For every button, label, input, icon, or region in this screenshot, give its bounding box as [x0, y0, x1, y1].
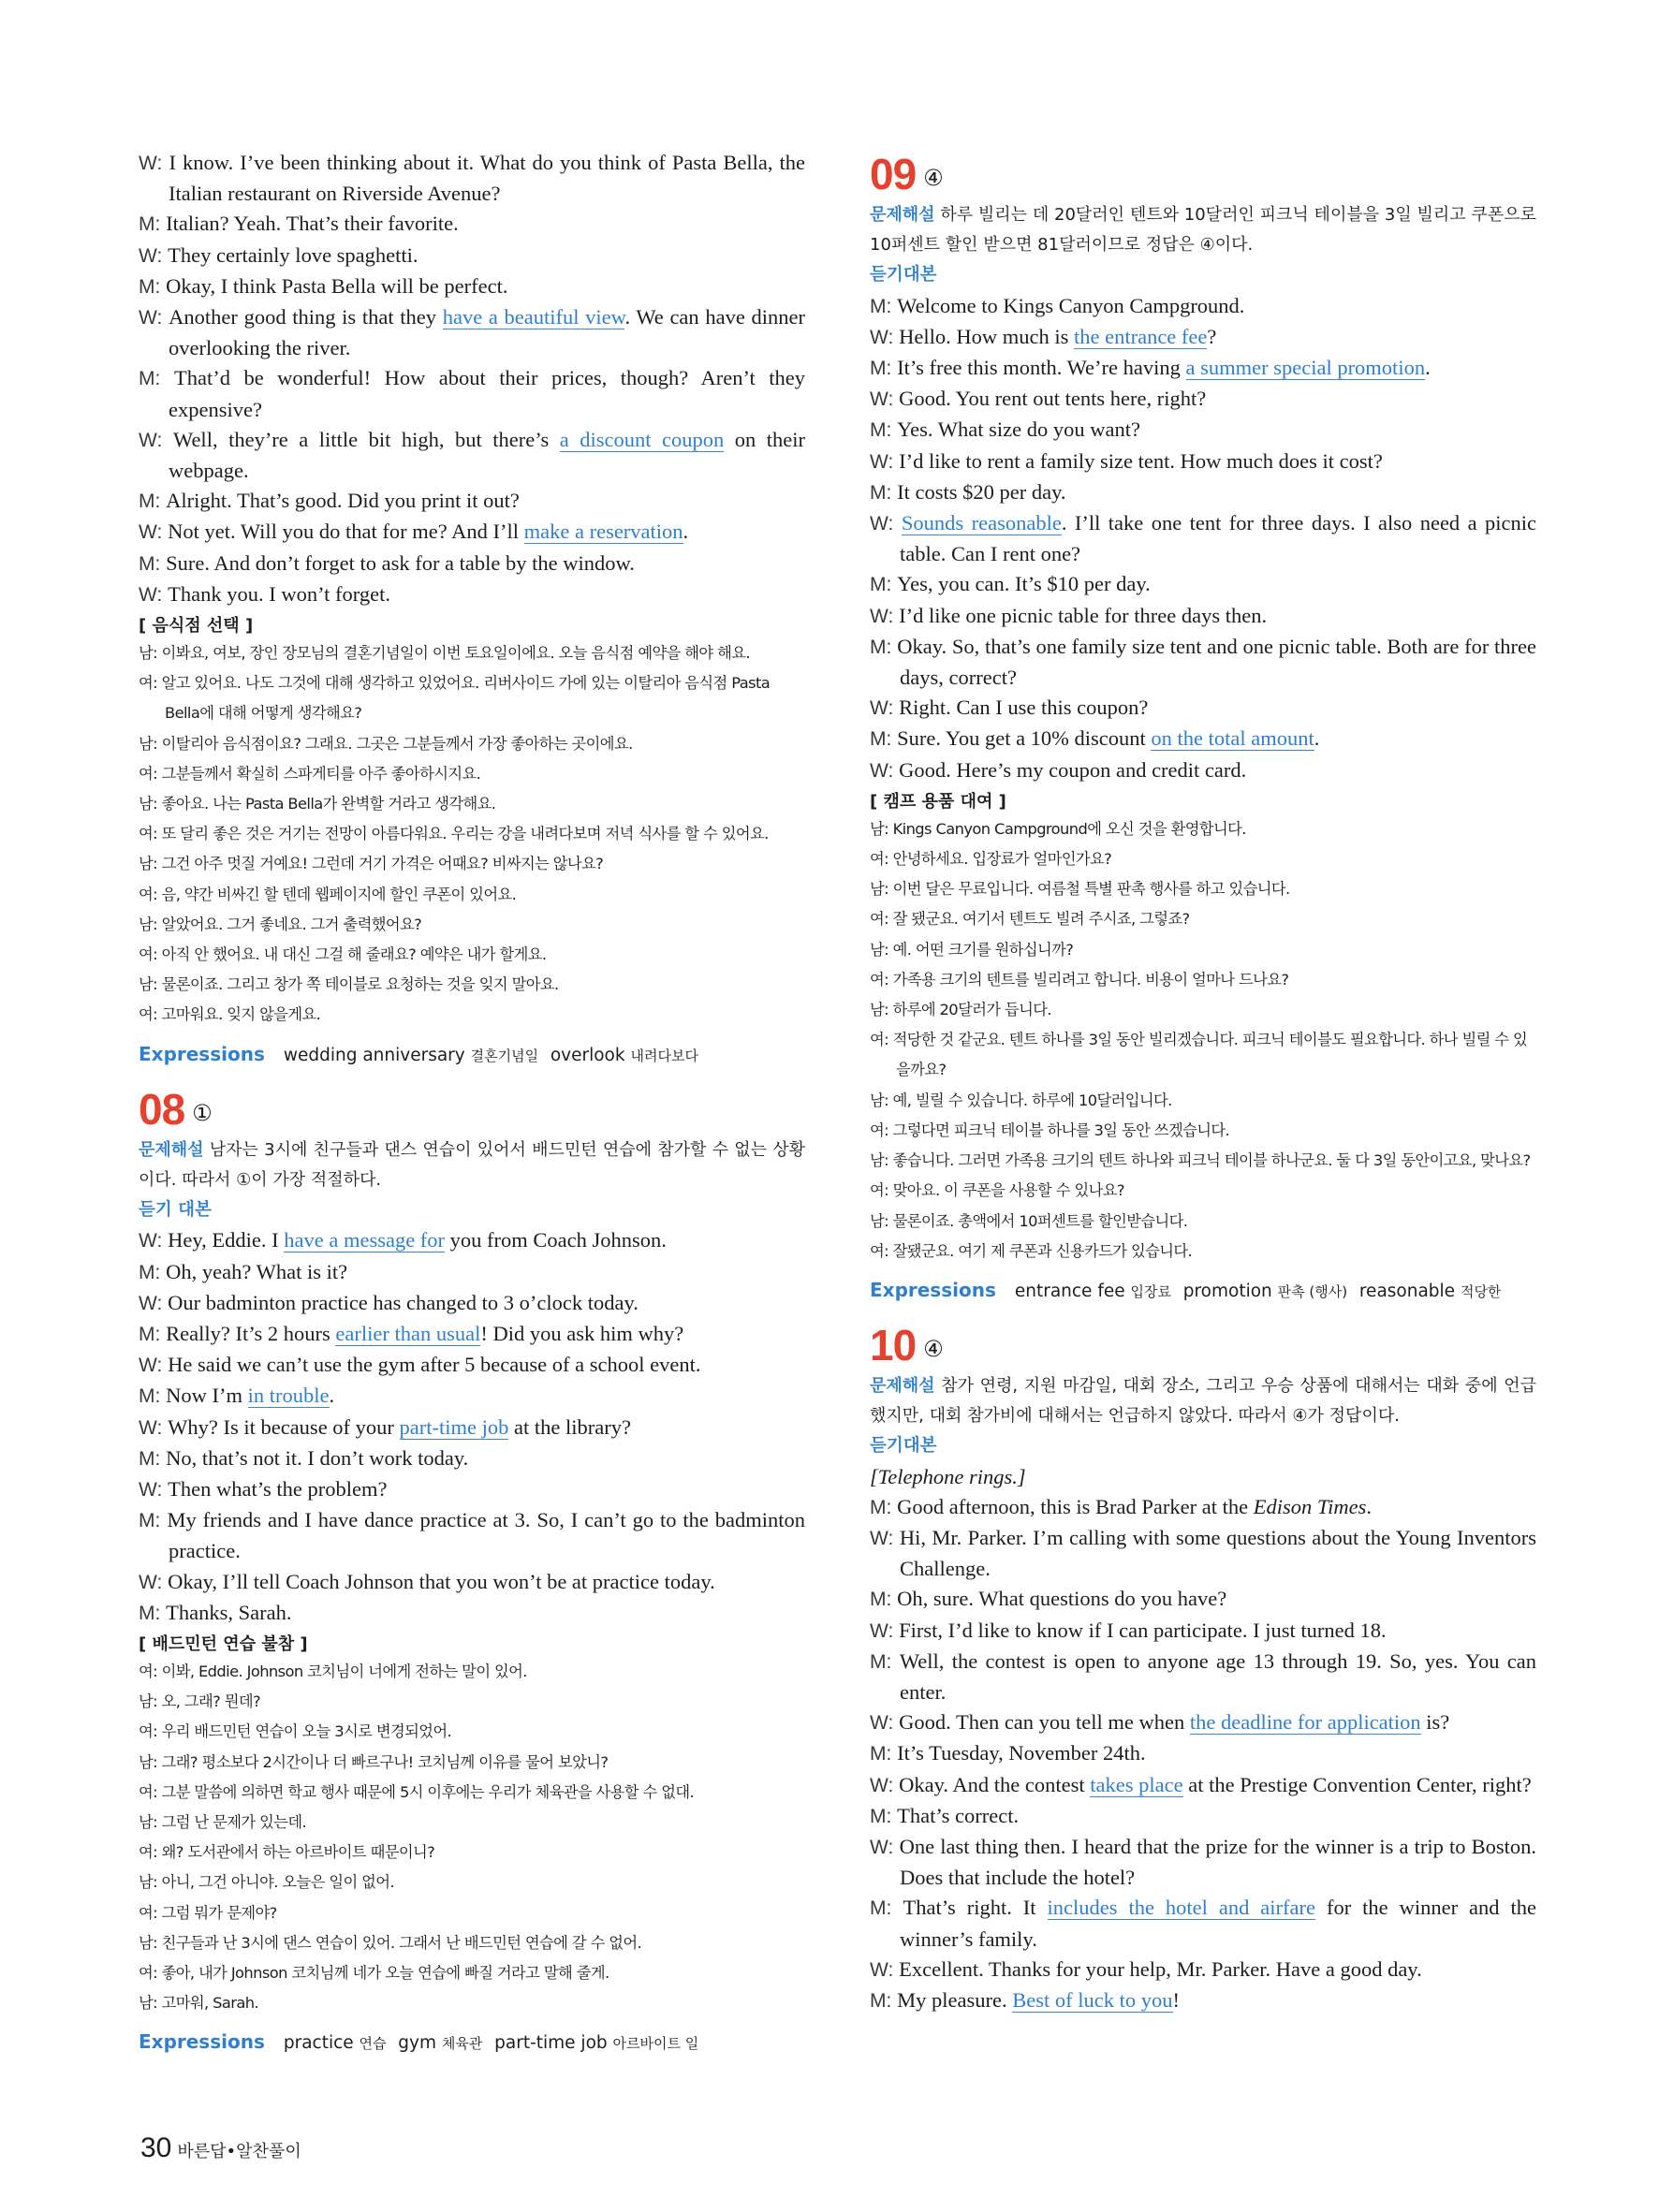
expressions-q09 [870, 1274, 1536, 1308]
dialog-line [139, 1505, 805, 1566]
speaker-label: W: [139, 521, 169, 544]
speaker-label: W: [870, 1712, 900, 1735]
dialog-line [870, 447, 1536, 477]
expression-meaning: 체육관 [441, 2035, 488, 2053]
korean-line: 남: 예. 어떤 크기를 원하십니까? [870, 940, 1074, 959]
dialog-line [870, 1893, 1536, 1954]
solution-label: 문제해설 [870, 1375, 935, 1396]
solution-label: 문제해설 [870, 205, 935, 225]
speaker-label: M: [139, 213, 167, 236]
italic-text: Edison Times [1253, 1494, 1367, 1518]
expression-term: wedding anniversary [283, 1045, 471, 1065]
korean-translation-title: [ 배드민턴 연습 불참 ] [139, 1633, 308, 1654]
dialog-text: Right. Can I use this coupon? [899, 696, 1149, 720]
dialog-text: on their webpage. [169, 427, 805, 483]
dialog-text: for the winner and the winner’s family. [900, 1896, 1536, 1951]
speaker-label: W: [139, 153, 169, 174]
speaker-label: W: [139, 1230, 169, 1252]
question-10-header [870, 1319, 1536, 1371]
speaker-label: M: [139, 1385, 167, 1408]
dialog-text: Another good thing is that they [169, 305, 443, 330]
dialog-text: Thank you. I won’t forget. [168, 581, 391, 606]
speaker-label: M: [139, 275, 167, 298]
dialog-line [139, 363, 805, 424]
stage-direction: [Telephone rings.] [870, 1464, 1026, 1488]
dialog-line [139, 1413, 805, 1443]
dialog-text: Excellent. Thanks for your help, Mr. Parker. Have a good day. [899, 1956, 1422, 1981]
key-phrase: earlier than usual [335, 1321, 481, 1345]
speaker-label: W: [139, 1416, 169, 1439]
dialog-q07-continued [139, 148, 805, 610]
dialog-text: Italian? Yeah. That’s their favorite. [166, 212, 459, 236]
solution-label: 문제해설 [139, 1139, 204, 1160]
dialog-text: ! [1172, 1987, 1180, 2012]
speaker-label: M: [870, 636, 898, 658]
dialog-text: is? [1420, 1710, 1450, 1735]
speaker-label: M: [870, 1589, 898, 1611]
korean-translation [139, 1657, 805, 2018]
key-phrase: Best of luck to you [1012, 1987, 1173, 2012]
solution-explanation [870, 1371, 1536, 1431]
korean-line: 여: 그분 말씀에 의하면 학교 행사 때문에 5시 이후에는 우리가 체육관을 사용할 수 없대. [139, 1782, 695, 1801]
dialog-text: That’d be wonderful! How about their prices, though? Aren’t they expensive? [169, 366, 805, 421]
speaker-label: W: [870, 513, 902, 535]
dialog-text: Okay, I’ll tell Coach Johnson that you won’t be at practice today. [168, 1569, 715, 1593]
dialog-line [139, 241, 805, 271]
korean-line: 여: 맞아요. 이 쿠폰을 사용할 수 있나요? [870, 1181, 1124, 1200]
script-label: 듣기대본 [870, 1436, 937, 1457]
question-08-header [139, 1083, 805, 1135]
korean-line: 여: 잘됐군요. 여기 제 쿠폰과 신용카드가 있습니다. [870, 1241, 1193, 1260]
korean-line: 남: 친구들과 난 3시에 댄스 연습이 있어. 그래서 난 배드민턴 연습에 갈 수 없어. [139, 1933, 642, 1952]
korean-line: 여: 우리 배드민턴 연습이 오늘 3시로 변경되었어. [139, 1722, 452, 1741]
korean-line: 여: 이봐, Eddie. Johnson 코치님이 너에게 전하는 말이 있어. [139, 1662, 527, 1680]
dialog-text: at the Prestige Convention Center, right? [1182, 1772, 1532, 1796]
korean-line: 여: 아직 안 했어요. 내 대신 그걸 해 줄래요? 예약은 내가 할게요. [139, 945, 547, 964]
speaker-label: W: [870, 605, 900, 627]
solution-text: 참가 연령, 지원 마감일, 대회 장소, 그리고 우승 상품에 대해서는 대화 중에 언급했지만, 대회 참가비에 대해서는 언급하지 않았다. 따라서 ④가 정답이다. [870, 1375, 1536, 1427]
right-column [870, 148, 1536, 2016]
dialog-text: Oh, sure. What questions do you have? [897, 1587, 1227, 1611]
solution-text: 하루 빌리는 데 20달러인 텐트와 10달러인 피크닉 테이블을 3일 빌리고 쿠폰으로 10퍼센트 할인 받으면 81달러이므로 정답은 ④이다. [870, 205, 1536, 256]
speaker-label: M: [870, 419, 898, 442]
korean-line: 남: 아니, 그건 아니야. 오늘은 일이 없어. [139, 1873, 394, 1892]
dialog-text: That’s correct. [897, 1803, 1020, 1827]
speaker-label: M: [870, 1805, 898, 1827]
korean-line: 남: 물론이죠. 총액에서 10퍼센트를 할인받습니다. [870, 1211, 1188, 1230]
expression-term: entrance fee [1014, 1281, 1131, 1301]
expression-meaning: 아르바이트 일 [612, 2035, 699, 2053]
dialog-text: Not yet. Will you do that for me? And I’ll [168, 520, 524, 544]
korean-line: 여: 고마워요. 잊지 않을게요. [139, 1005, 321, 1024]
dialog-text: Hi, Mr. Parker. I’m calling with some questions about the Young Inventors Challenge. [899, 1525, 1536, 1581]
dialog-text: Sure. You get a 10% discount [897, 726, 1152, 751]
expressions-label: Expressions [139, 1042, 265, 1065]
dialog-text: you from Coach Johnson. [445, 1228, 667, 1252]
expressions-q07 [139, 1038, 805, 1072]
dialog-text: ! Did you ask him why? [480, 1321, 684, 1345]
dialog-line [870, 384, 1536, 415]
dialog-line [139, 1381, 805, 1412]
dialog-text: My friends and I have dance practice at 3. So, I can’t go to the badminton practice. [167, 1508, 805, 1563]
speaker-label: M: [870, 295, 898, 317]
korean-line: 남: 이봐요, 여보, 장인 장모님의 결혼기념일이 이번 토요일이에요. 오늘 음식점 예약을 해야 해요. [139, 644, 750, 663]
expressions-q08 [139, 2026, 805, 2059]
dialog-text: Well, they’re a little bit high, but there’s [173, 427, 560, 451]
dialog-text: . [329, 1384, 335, 1408]
key-phrase: on the total amount [1151, 726, 1314, 751]
dialog-text: Now I’m [166, 1384, 248, 1408]
korean-translation-title: [ 음식점 선택 ] [139, 616, 254, 637]
dialog-text: It’s Tuesday, November 24th. [897, 1741, 1146, 1765]
key-phrase: the entrance fee [1073, 324, 1208, 348]
solution-explanation [139, 1135, 805, 1195]
speaker-label: M: [870, 1989, 898, 2012]
speaker-label: M: [870, 1496, 898, 1518]
dialog-line [870, 353, 1536, 384]
key-phrase: in trouble [247, 1384, 330, 1408]
expression-term: part-time job [494, 2033, 613, 2054]
speaker-label: W: [139, 1478, 169, 1501]
answer-marker: ① [192, 1099, 213, 1126]
speaker-label: W: [870, 450, 900, 473]
dialog-text: That’s right. It [903, 1896, 1048, 1920]
dialog-text: Sure. And don’t forget to ask for a table by the window. [166, 550, 635, 575]
dialog-text: He said we can’t use the gym after 5 because of a school event. [168, 1353, 701, 1377]
solution-explanation [870, 200, 1536, 260]
question-number: 08 [139, 1084, 185, 1134]
korean-line: 남: 고마워, Sarah. [139, 1994, 258, 2013]
dialog-line [139, 1350, 805, 1381]
expression-meaning: 판촉 (행사) [1277, 1282, 1352, 1300]
page-number: 30 [140, 2132, 172, 2163]
dialog-line [870, 1647, 1536, 1707]
korean-line: 남: 하루에 20달러가 듭니다. [870, 1001, 1051, 1019]
key-phrase: the deadline for application [1189, 1710, 1421, 1735]
dialog-q08 [139, 1225, 805, 1629]
korean-line: 여: 그분들께서 확실히 스파게티를 아주 좋아하시지요. [139, 764, 481, 783]
book-name: 바른답•알찬풀이 [177, 2142, 301, 2161]
speaker-label: M: [139, 1602, 167, 1624]
dialog-text: Hey, Eddie. I [168, 1228, 285, 1252]
dialog-text: I’d like one picnic table for three days then. [899, 603, 1268, 627]
dialog-text: It costs $20 per day. [897, 479, 1066, 504]
korean-line: 여: 음, 약간 비싸긴 할 텐데 웹페이지에 할인 쿠폰이 있어요. [139, 885, 517, 903]
left-column [139, 148, 805, 2059]
speaker-label: W: [870, 1836, 900, 1858]
dialog-text: No, that’s not it. I don’t work today. [166, 1445, 469, 1470]
dialog-q09 [870, 291, 1536, 786]
korean-line: 남: 이탈리아 음식점이요? 그래요. 그곳은 그분들께서 가장 좋아하는 곳이에요. [139, 734, 633, 753]
dialog-text: Okay. So, that’s one family size tent and one picnic table. Both are for three days, correct? [897, 634, 1536, 690]
dialog-line [870, 1955, 1536, 1985]
dialog-line [870, 1523, 1536, 1584]
key-phrase: part-time job [399, 1414, 509, 1439]
dialog-line [139, 1257, 805, 1288]
dialog-line [870, 601, 1536, 632]
korean-line: 남: 예, 빌릴 수 있습니다. 하루에 10달러입니다. [870, 1091, 1172, 1109]
dialog-line [870, 1801, 1536, 1832]
dialog-line [870, 724, 1536, 754]
dialog-line [139, 549, 805, 579]
korean-line: 여: 좋아, 내가 Johnson 코치님께 네가 오늘 연습에 빠질 거라고 말해 줄게. [139, 1963, 609, 1982]
dialog-line [139, 1288, 805, 1319]
key-phrase: includes the hotel and airfare [1047, 1896, 1315, 1920]
dialog-text: ? [1207, 324, 1217, 348]
expression-meaning: 적당한 [1460, 1282, 1502, 1300]
korean-line: 여: 잘 됐군요. 여기서 텐트도 빌려 주시죠, 그렇죠? [870, 910, 1190, 929]
speaker-label: W: [139, 307, 169, 330]
korean-translation [870, 814, 1536, 1267]
korean-line: 남: 좋습니다. 그러면 가족용 크기의 텐트 하나와 피크닉 테이블 하나군요. 둘 다 3일 동안이고요, 맞나요? [870, 1151, 1531, 1170]
expression-term: promotion [1182, 1281, 1278, 1301]
dialog-line [870, 415, 1536, 446]
dialog-line [870, 755, 1536, 786]
expressions-label: Expressions [870, 1278, 996, 1301]
dialog-text: I know. I’ve been thinking about it. What do you think of Pasta Bella, the Italian restaurant on Riverside Avenue? [169, 151, 805, 206]
dialog-line [870, 477, 1536, 508]
key-phrase: have a beautiful view [442, 305, 625, 330]
speaker-label: W: [139, 583, 169, 606]
expression-term: overlook [550, 1045, 631, 1065]
speaker-label: M: [139, 1323, 167, 1345]
speaker-label: M: [870, 358, 898, 380]
korean-line: 여: 그렇다면 피크닉 테이블 하나를 3일 동안 쓰겠습니다. [870, 1121, 1230, 1139]
dialog-text: . [1366, 1494, 1372, 1518]
key-phrase: a discount coupon [559, 427, 725, 451]
dialog-line [139, 425, 805, 486]
speaker-label: M: [870, 481, 898, 504]
speaker-label: W: [870, 1527, 900, 1549]
dialog-line [870, 569, 1536, 600]
speaker-label: W: [139, 429, 174, 451]
korean-line: 여: 또 달리 좋은 것은 거기는 전망이 아름다워요. 우리는 강을 내려다보며 저녁 식사를 할 수 있어요. [139, 825, 769, 843]
dialog-line [870, 1492, 1536, 1523]
dialog-line [870, 322, 1536, 353]
dialog-text: Yes, you can. It’s $10 per day. [897, 572, 1151, 596]
dialog-line [139, 1319, 805, 1350]
dialog-line [139, 1567, 805, 1598]
korean-line: 여: 왜? 도서관에서 하는 아르바이트 때문이니? [139, 1843, 435, 1862]
dialog-text: Good afternoon, this is Brad Parker at the [897, 1494, 1254, 1518]
dialog-line [139, 1474, 805, 1505]
dialog-text: . [1314, 726, 1320, 751]
key-phrase: have a message for [284, 1228, 446, 1252]
dialog-line [870, 632, 1536, 693]
korean-line: 여: 그럼 뭐가 문제야? [139, 1903, 277, 1922]
korean-line: 남: 오, 그래? 뭔데? [139, 1692, 261, 1711]
dialog-text: First, I’d like to know if I can participate. I just turned 18. [899, 1618, 1387, 1642]
korean-line: 남: 물론이죠. 그리고 창가 쪽 테이블로 요청하는 것을 잊지 말아요. [139, 975, 559, 994]
dialog-text: at the library? [508, 1414, 631, 1439]
expression-meaning: 연습 [359, 2035, 391, 2053]
dialog-text: Our badminton practice has changed to 3 o’clock today. [168, 1290, 639, 1314]
dialog-text: Oh, yeah? What is it? [166, 1259, 348, 1283]
speaker-label: M: [870, 1650, 900, 1673]
key-phrase: takes place [1090, 1772, 1183, 1796]
solution-text: 남자는 3시에 친구들과 댄스 연습이 있어서 배드민턴 연습에 참가할 수 없는 상황이다. 따라서 ①이 가장 적절하다. [139, 1139, 805, 1190]
dialog-text: Okay. And the contest [899, 1772, 1091, 1796]
speaker-label: M: [139, 1261, 167, 1283]
dialog-text: My pleasure. [897, 1987, 1013, 2012]
speaker-label: W: [870, 326, 900, 348]
dialog-text: Good. Here’s my coupon and credit card. [899, 757, 1247, 782]
dialog-text: . [683, 520, 689, 544]
dialog-line [139, 209, 805, 240]
dialog-line [870, 1832, 1536, 1893]
expression-meaning: 결혼기념일 [470, 1047, 543, 1064]
korean-line: 여: 알고 있어요. 나도 그것에 대해 생각하고 있었어요. 리버사이드 가에 있는 이탈리아 음식점 Pasta Bella에 대해 어떻게 생각해요? [139, 674, 771, 723]
korean-line: 남: Kings Canyon Campground에 오신 것을 환영합니다. [870, 819, 1246, 838]
korean-line: 여: 적당한 것 같군요. 텐트 하나를 3일 동안 빌리겠습니다. 피크닉 테이블도 필요합니다. 하나 빌릴 수 있을까요? [870, 1031, 1528, 1079]
korean-line: 남: 그건 아주 멋질 거예요! 그런데 거기 가격은 어때요? 비싸지는 않나요? [139, 855, 604, 873]
dialog-line [139, 1443, 805, 1474]
key-phrase: Sounds reasonable [901, 511, 1062, 535]
korean-line: 남: 이번 달은 무료입니다. 여름철 특별 판촉 행사를 하고 있습니다. [870, 880, 1290, 899]
speaker-label: M: [139, 1447, 167, 1470]
dialog-text: Okay, I think Pasta Bella will be perfect. [166, 273, 508, 298]
dialog-text: I’d like to rent a family size tent. How much does it cost? [899, 448, 1383, 473]
dialog-text: Alright. That’s good. Did you print it out? [166, 489, 520, 513]
question-09-header [870, 148, 1536, 200]
dialog-text: One last thing then. I heard that the prize for the winner is a trip to Boston. Does that include the hotel? [899, 1834, 1536, 1890]
dialog-line [139, 148, 805, 209]
dialog-text: Good. Then can you tell me when [899, 1710, 1190, 1735]
dialog-line [870, 291, 1536, 322]
dialog-line [870, 1770, 1536, 1801]
expression-meaning: 내려다보다 [630, 1047, 698, 1064]
korean-translation [139, 638, 805, 1031]
key-phrase: make a reservation [523, 520, 683, 544]
dialog-text: . We can have dinner overlooking the river. [169, 305, 805, 360]
page-footer [140, 2132, 301, 2164]
speaker-label: W: [870, 697, 900, 720]
question-number: 09 [870, 150, 917, 198]
dialog-text: Welcome to Kings Canyon Campground. [897, 293, 1245, 317]
korean-line: 남: 알았어요. 그거 좋네요. 그거 출력했어요? [139, 915, 422, 933]
speaker-label: W: [139, 1571, 169, 1593]
speaker-label: W: [139, 1355, 169, 1377]
speaker-label: M: [139, 552, 167, 575]
dialog-line [870, 1584, 1536, 1615]
expression-term: gym [398, 2033, 442, 2054]
korean-line: 남: 그럼 난 문제가 있는데. [139, 1812, 307, 1831]
speaker-label: W: [139, 1292, 169, 1314]
speaker-label: W: [870, 388, 900, 411]
expressions-label: Expressions [139, 2030, 265, 2054]
script-label: 듣기 대본 [139, 1200, 212, 1221]
dialog-line [139, 1225, 805, 1256]
dialog-text: . [1425, 356, 1431, 380]
speaker-label: M: [870, 574, 898, 596]
expression-meaning: 입장료 [1130, 1282, 1176, 1300]
speaker-label: M: [870, 1897, 903, 1920]
dialog-text: Really? It’s 2 hours [166, 1321, 336, 1345]
korean-line: 여: 가족용 크기의 텐트를 빌리려고 합니다. 비용이 얼마나 드나요? [870, 970, 1289, 989]
korean-line: 여: 안녕하세요. 입장료가 얼마인가요? [870, 850, 1112, 869]
dialog-line [139, 302, 805, 363]
korean-line: 남: 그래? 평소보다 2시간이나 더 빠르구나! 코치님께 이유를 물어 보았니? [139, 1752, 609, 1771]
dialog-line [870, 1616, 1536, 1647]
dialog-text: Hello. How much is [899, 324, 1074, 348]
korean-line: 남: 좋아요. 나는 Pasta Bella가 완벽할 거라고 생각해요. [139, 795, 496, 813]
speaker-label: W: [870, 1774, 900, 1796]
dialog-text: Then what’s the problem? [168, 1476, 388, 1501]
dialog-q10 [870, 1492, 1536, 2016]
speaker-label: W: [870, 1958, 900, 1981]
expression-term: reasonable [1358, 1281, 1461, 1301]
dialog-text: Why? Is it because of your [168, 1414, 400, 1439]
answer-marker: ④ [923, 165, 944, 191]
dialog-line [870, 693, 1536, 724]
dialog-text: They certainly love spaghetti. [168, 242, 418, 267]
dialog-line [139, 486, 805, 517]
dialog-text: Well, the contest is open to anyone age 13 through 19. So, yes. You can enter. [899, 1648, 1536, 1704]
speaker-label: M: [870, 1743, 898, 1765]
dialog-text: Good. You rent out tents here, right? [899, 387, 1207, 411]
speaker-label: W: [870, 759, 900, 782]
dialog-line [870, 1707, 1536, 1738]
speaker-label: M: [139, 491, 167, 513]
dialog-line [139, 517, 805, 548]
speaker-label: M: [870, 728, 898, 751]
dialog-line [139, 271, 805, 302]
dialog-text: . I’ll take one tent for three days. I also need a picnic table. Can I rent one? [900, 511, 1536, 566]
dialog-text: Yes. What size do you want? [897, 417, 1140, 442]
dialog-text: It’s free this month. We’re having [897, 356, 1186, 380]
answer-marker: ④ [923, 1335, 944, 1362]
speaker-label: M: [139, 368, 175, 390]
korean-translation-title: [ 캠프 용품 대여 ] [870, 791, 1006, 812]
speaker-label: M: [139, 1510, 168, 1532]
speaker-label: W: [870, 1619, 900, 1642]
dialog-line [870, 1738, 1536, 1769]
expression-term: practice [283, 2033, 360, 2054]
speaker-label: W: [139, 244, 169, 267]
script-label: 듣기대본 [870, 265, 937, 286]
dialog-text: Thanks, Sarah. [166, 1600, 292, 1624]
question-number: 10 [870, 1320, 917, 1370]
dialog-line [870, 1985, 1536, 2016]
dialog-line [870, 508, 1536, 569]
dialog-line [139, 579, 805, 610]
dialog-line [139, 1598, 805, 1629]
key-phrase: a summer special promotion [1185, 356, 1426, 380]
